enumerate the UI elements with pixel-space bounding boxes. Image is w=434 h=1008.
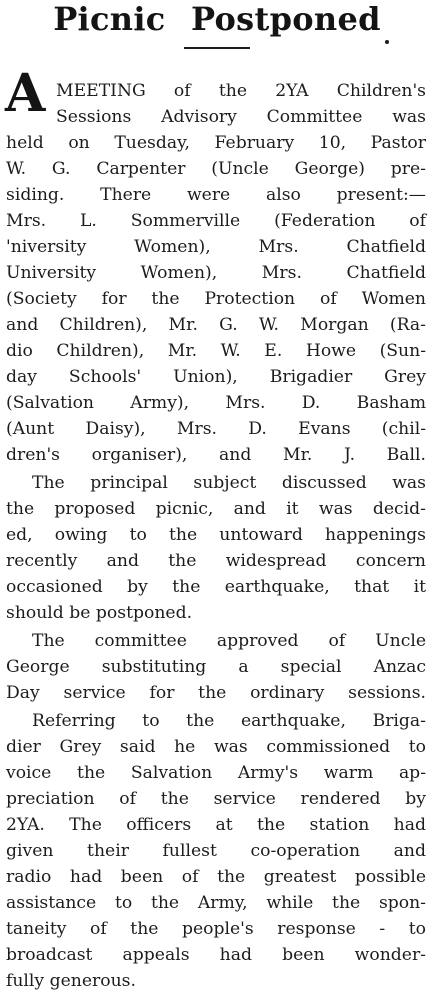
- article-line: dio Children), Mr. W. E. Howe (Sun-: [6, 341, 426, 361]
- article-line: assistance to the Army, while the spon-: [6, 893, 426, 913]
- article-line: 2YA. The officers at the station had: [6, 815, 426, 835]
- article-line: the proposed picnic, and it was decid-: [6, 499, 426, 519]
- article-line: voice the Salvation Army's warm ap-: [6, 763, 426, 783]
- article-line: W. G. Carpenter (Uncle George) pre-: [6, 159, 426, 179]
- article-line: Referring to the earthquake, Briga-: [32, 711, 426, 731]
- article-line: The principal subject discussed was: [32, 473, 426, 493]
- article-line: MEETING of the 2YA Children's: [56, 81, 426, 101]
- article-line: preciation of the service rendered by: [6, 789, 426, 809]
- article-line: (Salvation Army), Mrs. D. Basham: [6, 393, 426, 413]
- article-line: The committee approved of Uncle: [32, 631, 426, 651]
- article-line: held on Tuesday, February 10, Pastor: [6, 133, 426, 153]
- article-line: fully generous.: [6, 971, 136, 991]
- article-line: University Women), Mrs. Chatfield: [6, 263, 426, 283]
- headline-rule: [184, 47, 250, 49]
- article-line: dier Grey said he was commissioned to: [6, 737, 426, 757]
- article-line: day Schools' Union), Brigadier Grey: [6, 367, 426, 387]
- drop-cap: A: [5, 63, 46, 124]
- article-line: should be postponed.: [6, 603, 193, 623]
- article-line: given their fullest co-operation and: [6, 841, 426, 861]
- article-line: 'niversity Women), Mrs. Chatfield: [6, 237, 426, 257]
- article-line: occasioned by the earthquake, that it: [6, 577, 426, 597]
- article-line: taneity of the people's response - to: [6, 919, 426, 939]
- article-line: Day service for the ordinary sessions.: [6, 683, 426, 703]
- print-speck: [385, 40, 389, 44]
- article-line: (Aunt Daisy), Mrs. D. Evans (chil-: [6, 419, 426, 439]
- article-line: radio had been of the greatest possible: [6, 867, 426, 887]
- article-line: (Society for the Protection of Women: [6, 289, 426, 309]
- article-line: ed, owing to the untoward happenings: [6, 525, 426, 545]
- article-line: Sessions Advisory Committee was: [56, 107, 426, 127]
- article-line: recently and the widespread concern: [6, 551, 426, 571]
- article-line: dren's organiser), and Mr. J. Ball.: [6, 445, 426, 465]
- article-line: George substituting a special Anzac: [6, 657, 426, 677]
- headline: Picnic Postponed: [53, 0, 381, 38]
- article-line: siding. There were also present:—: [6, 185, 426, 205]
- article-line: and Children), Mr. G. W. Morgan (Ra-: [6, 315, 426, 335]
- article-line: Mrs. L. Sommerville (Federation of: [6, 211, 426, 231]
- article-line: broadcast appeals had been wonder-: [6, 945, 426, 965]
